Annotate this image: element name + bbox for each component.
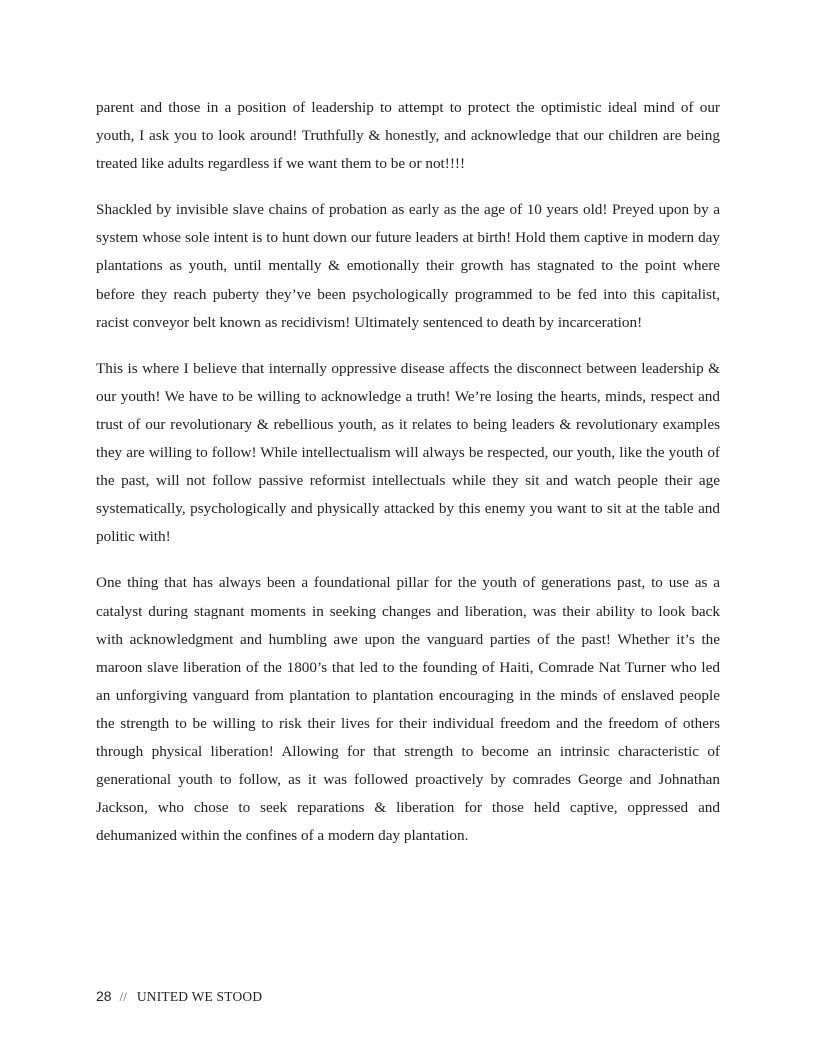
page-number: 28 — [96, 988, 112, 1004]
footer-separator: // — [119, 989, 127, 1004]
body-text — [96, 94, 720, 868]
page-footer — [96, 988, 262, 1010]
paragraph: One thing that has always been a foundational pillar for the youth of generations past, to use as a catalyst during stagnant moments in seeking changes and liberation, was their ability to look back with acknowledgment and humbling awe upon the vanguard parties of the past! Whether it’s the maroon slave liberation of the 1800’s that led to the founding of Haiti, Comrade Nat Turner who led an unforgiving vanguard from plantation to plantation encouraging in the minds of enslaved people the strength to be willing to risk their lives for their individual freedom and the freedom of others through physical liberation! Allowing for that strength to become an intrinsic characteristic of generational youth to follow, as it was followed proactively by comrades George and Johnathan Jackson, who chose to seek reparations & liberation for those held captive, oppressed and dehumanized within the confines of a modern day plantation. — [96, 574, 720, 845]
paragraph: parent and those in a position of leadership to attempt to protect the optimistic ideal mind of our youth, I ask you to look around! Truthfully & honestly, and acknowledge that our children are being treated like adults regardless if we want them to be or not!!!! — [96, 99, 720, 173]
paragraph: This is where I believe that internally oppressive disease affects the disconnect between leadership & our youth! We have to be willing to acknowledge a truth! We’re losing the hearts, minds, respect and trust of our revolutionary & rebellious youth, as it relates to being leaders & revolutionary examples they are willing to follow! While intellectualism will always be respected, our youth, like the youth of the past, will not follow passive reformist intellectuals while they sit and watch people their age systematically, psychologically and physically attacked by this enemy you want to sit at the table and politic with! — [96, 359, 720, 546]
paragraph: Shackled by invisible slave chains of probation as early as the age of 10 years old! Preyed upon by a system whose sole intent is to hunt down our future leaders at birth! Hold them captive in modern day plantations as youth, until mentally & emotionally their growth has stagnated to the point where before they reach puberty they’ve been psychologically programmed to be fed into this capitalist, racist conveyor belt known as recidivism! Ultimately sentenced to death by incarceration! — [96, 201, 720, 331]
running-title: UNITED WE STOOD — [136, 989, 263, 1004]
